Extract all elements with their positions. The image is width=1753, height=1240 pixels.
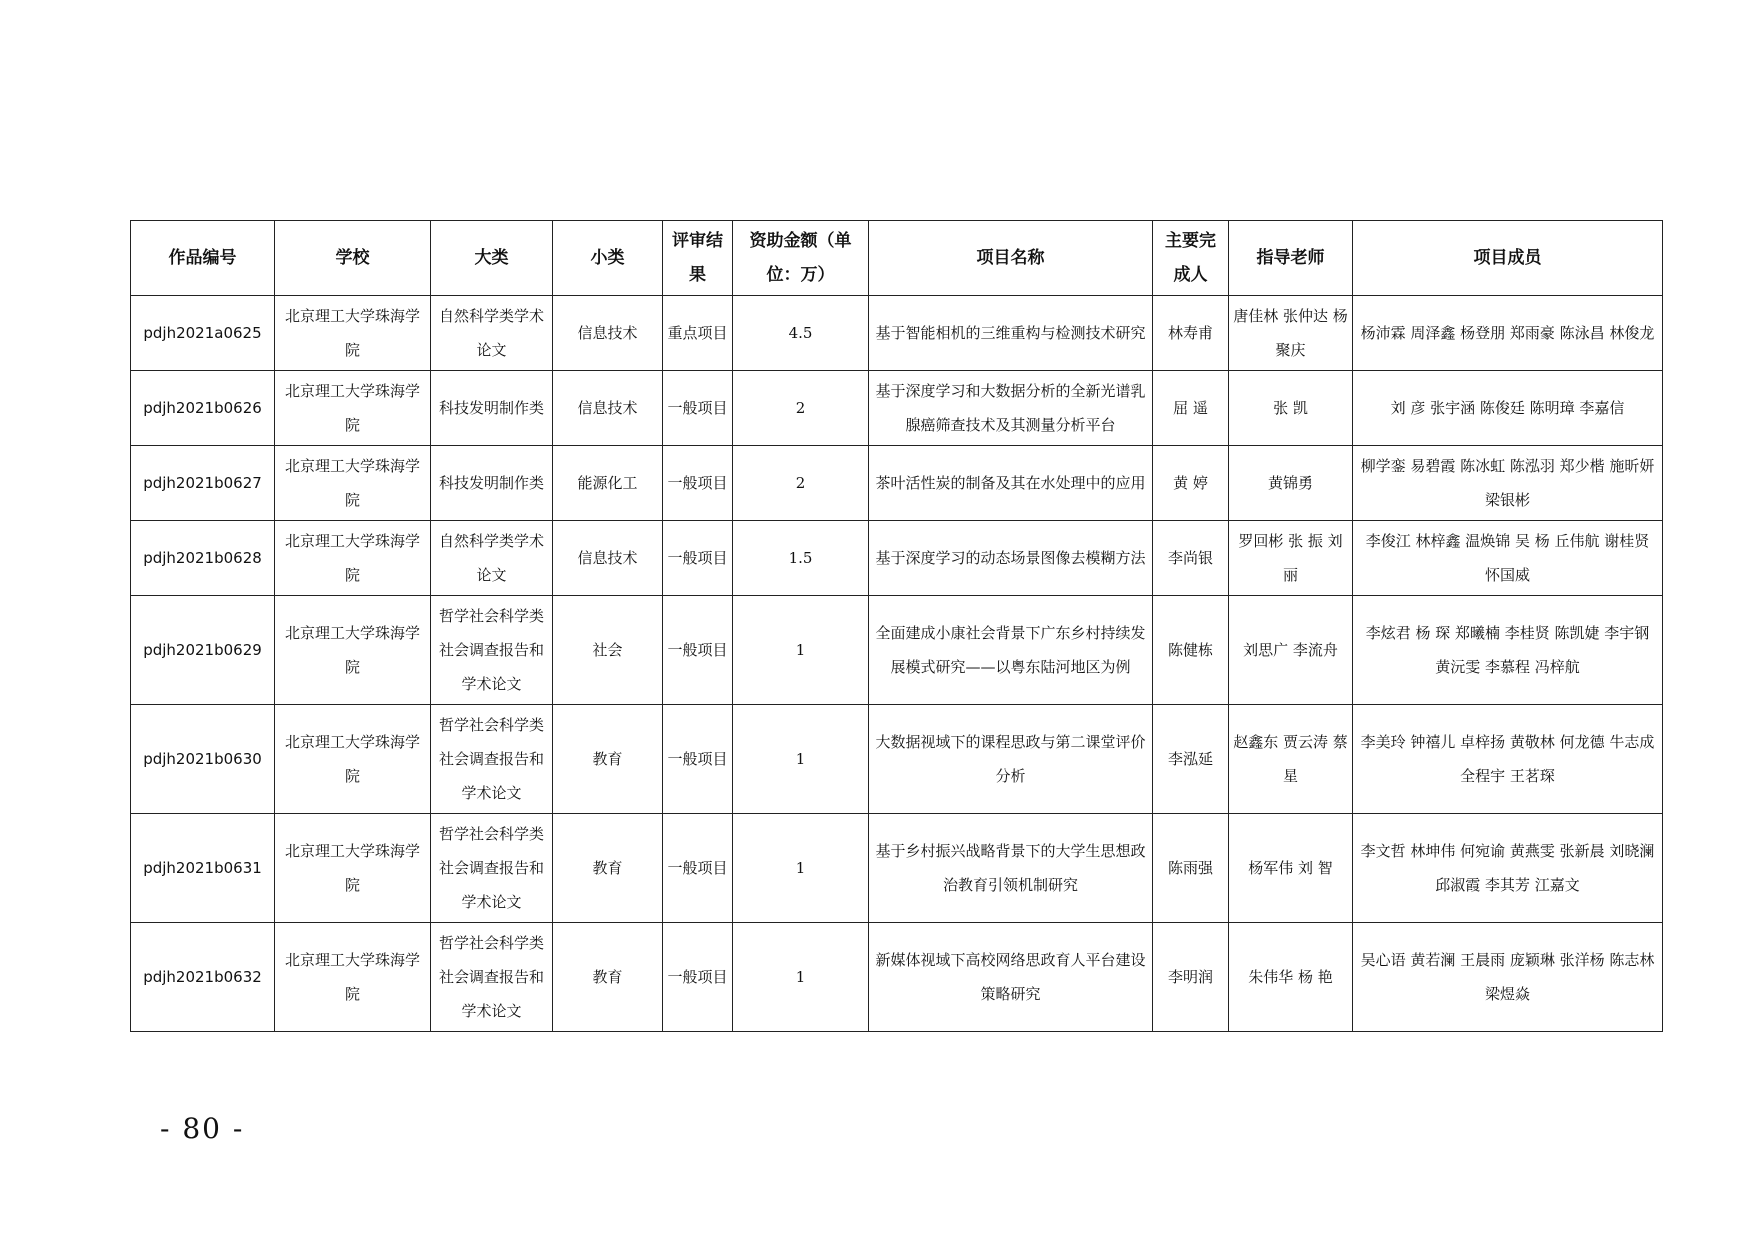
header-amount: 资助金额（单位：万）: [733, 221, 869, 296]
cell-members: 李美玲 钟禧儿 卓梓扬 黄敬林 何龙德 牛志成 全程宇 王茗琛: [1353, 705, 1663, 814]
cell-school: 北京理工大学珠海学院: [275, 296, 431, 371]
cell-result: 一般项目: [663, 596, 733, 705]
cell-subcategory: 能源化工: [553, 446, 663, 521]
cell-leader: 李明润: [1153, 923, 1229, 1032]
cell-subcategory: 教育: [553, 705, 663, 814]
cell-category: 自然科学类学术论文: [431, 296, 553, 371]
cell-subcategory: 教育: [553, 923, 663, 1032]
cell-amount: 1: [733, 705, 869, 814]
cell-advisors: 唐佳林 张仲达 杨聚庆: [1229, 296, 1353, 371]
header-code: 作品编号: [131, 221, 275, 296]
cell-amount: 2: [733, 446, 869, 521]
cell-amount: 1: [733, 923, 869, 1032]
table-row: [131, 923, 1663, 1032]
cell-advisors: 刘思广 李流舟: [1229, 596, 1353, 705]
cell-school: 北京理工大学珠海学院: [275, 596, 431, 705]
cell-members: 李俊江 林梓鑫 温焕锦 吴 杨 丘伟航 谢桂贤 怀国威: [1353, 521, 1663, 596]
page-number: - 80 -: [160, 1112, 245, 1145]
table-row: [131, 296, 1663, 371]
header-subcategory: 小类: [553, 221, 663, 296]
table-header-row: [131, 221, 1663, 296]
cell-result: 重点项目: [663, 296, 733, 371]
cell-category: 科技发明制作类: [431, 446, 553, 521]
cell-members: 李文哲 林坤伟 何宛谕 黄燕雯 张新晨 刘晓澜 邱淑霞 李其芳 江嘉文: [1353, 814, 1663, 923]
cell-code: pdjh2021b0627: [131, 446, 275, 521]
cell-school: 北京理工大学珠海学院: [275, 446, 431, 521]
table-row: [131, 814, 1663, 923]
cell-subcategory: 信息技术: [553, 521, 663, 596]
cell-result: 一般项目: [663, 521, 733, 596]
cell-category: 哲学社会科学类社会调查报告和学术论文: [431, 923, 553, 1032]
cell-advisors: 朱伟华 杨 艳: [1229, 923, 1353, 1032]
cell-school: 北京理工大学珠海学院: [275, 521, 431, 596]
cell-amount: 1: [733, 814, 869, 923]
table-row: [131, 705, 1663, 814]
table-row: [131, 596, 1663, 705]
cell-leader: 陈雨强: [1153, 814, 1229, 923]
cell-title: 基于智能相机的三维重构与检测技术研究: [869, 296, 1153, 371]
project-table: [130, 220, 1663, 1032]
header-members: 项目成员: [1353, 221, 1663, 296]
cell-code: pdjh2021b0630: [131, 705, 275, 814]
cell-code: pdjh2021b0631: [131, 814, 275, 923]
cell-category: 哲学社会科学类社会调查报告和学术论文: [431, 814, 553, 923]
cell-result: 一般项目: [663, 923, 733, 1032]
cell-advisors: 杨军伟 刘 智: [1229, 814, 1353, 923]
cell-title: 全面建成小康社会背景下广东乡村持续发展模式研究——以粤东陆河地区为例: [869, 596, 1153, 705]
cell-school: 北京理工大学珠海学院: [275, 371, 431, 446]
cell-leader: 陈健栋: [1153, 596, 1229, 705]
header-advisors: 指导老师: [1229, 221, 1353, 296]
cell-members: 杨沛霖 周泽鑫 杨登朋 郑雨豪 陈泳昌 林俊龙: [1353, 296, 1663, 371]
cell-leader: 屈 遥: [1153, 371, 1229, 446]
cell-members: 李炫君 杨 琛 郑曦楠 李桂贤 陈凯婕 李宇钢 黄沅雯 李慕程 冯梓航: [1353, 596, 1663, 705]
cell-code: pdjh2021b0626: [131, 371, 275, 446]
cell-members: 刘 彦 张宇涵 陈俊廷 陈明璋 李嘉信: [1353, 371, 1663, 446]
cell-title: 新媒体视域下高校网络思政育人平台建设策略研究: [869, 923, 1153, 1032]
cell-leader: 李尚银: [1153, 521, 1229, 596]
cell-title: 茶叶活性炭的制备及其在水处理中的应用: [869, 446, 1153, 521]
cell-school: 北京理工大学珠海学院: [275, 923, 431, 1032]
cell-subcategory: 社会: [553, 596, 663, 705]
cell-subcategory: 信息技术: [553, 371, 663, 446]
cell-title: 基于深度学习的动态场景图像去模糊方法: [869, 521, 1153, 596]
cell-category: 哲学社会科学类社会调查报告和学术论文: [431, 705, 553, 814]
cell-title: 大数据视域下的课程思政与第二课堂评价分析: [869, 705, 1153, 814]
cell-result: 一般项目: [663, 705, 733, 814]
cell-amount: 2: [733, 371, 869, 446]
cell-subcategory: 教育: [553, 814, 663, 923]
header-title: 项目名称: [869, 221, 1153, 296]
cell-code: pdjh2021b0629: [131, 596, 275, 705]
cell-leader: 黄 婷: [1153, 446, 1229, 521]
header-result: 评审结果: [663, 221, 733, 296]
cell-result: 一般项目: [663, 814, 733, 923]
table-row: [131, 371, 1663, 446]
cell-subcategory: 信息技术: [553, 296, 663, 371]
cell-leader: 林寿甫: [1153, 296, 1229, 371]
cell-advisors: 赵鑫东 贾云涛 蔡 星: [1229, 705, 1353, 814]
cell-amount: 1.5: [733, 521, 869, 596]
cell-amount: 4.5: [733, 296, 869, 371]
cell-advisors: 张 凯: [1229, 371, 1353, 446]
cell-advisors: 黄锦勇: [1229, 446, 1353, 521]
cell-category: 哲学社会科学类社会调查报告和学术论文: [431, 596, 553, 705]
table-row: [131, 446, 1663, 521]
header-leader: 主要完成人: [1153, 221, 1229, 296]
cell-code: pdjh2021a0625: [131, 296, 275, 371]
table-row: [131, 521, 1663, 596]
cell-title: 基于乡村振兴战略背景下的大学生思想政治教育引领机制研究: [869, 814, 1153, 923]
cell-code: pdjh2021b0628: [131, 521, 275, 596]
header-school: 学校: [275, 221, 431, 296]
cell-members: 柳学銮 易碧霞 陈冰虹 陈泓羽 郑少楷 施昕妍 梁银彬: [1353, 446, 1663, 521]
cell-title: 基于深度学习和大数据分析的全新光谱乳腺癌筛查技术及其测量分析平台: [869, 371, 1153, 446]
cell-result: 一般项目: [663, 446, 733, 521]
cell-category: 自然科学类学术论文: [431, 521, 553, 596]
cell-advisors: 罗回彬 张 振 刘 丽: [1229, 521, 1353, 596]
cell-result: 一般项目: [663, 371, 733, 446]
cell-leader: 李泓延: [1153, 705, 1229, 814]
cell-category: 科技发明制作类: [431, 371, 553, 446]
cell-amount: 1: [733, 596, 869, 705]
cell-members: 吴心语 黄若澜 王晨雨 庞颖琳 张洋杨 陈志林 梁煜焱: [1353, 923, 1663, 1032]
header-category: 大类: [431, 221, 553, 296]
cell-school: 北京理工大学珠海学院: [275, 814, 431, 923]
cell-school: 北京理工大学珠海学院: [275, 705, 431, 814]
cell-code: pdjh2021b0632: [131, 923, 275, 1032]
